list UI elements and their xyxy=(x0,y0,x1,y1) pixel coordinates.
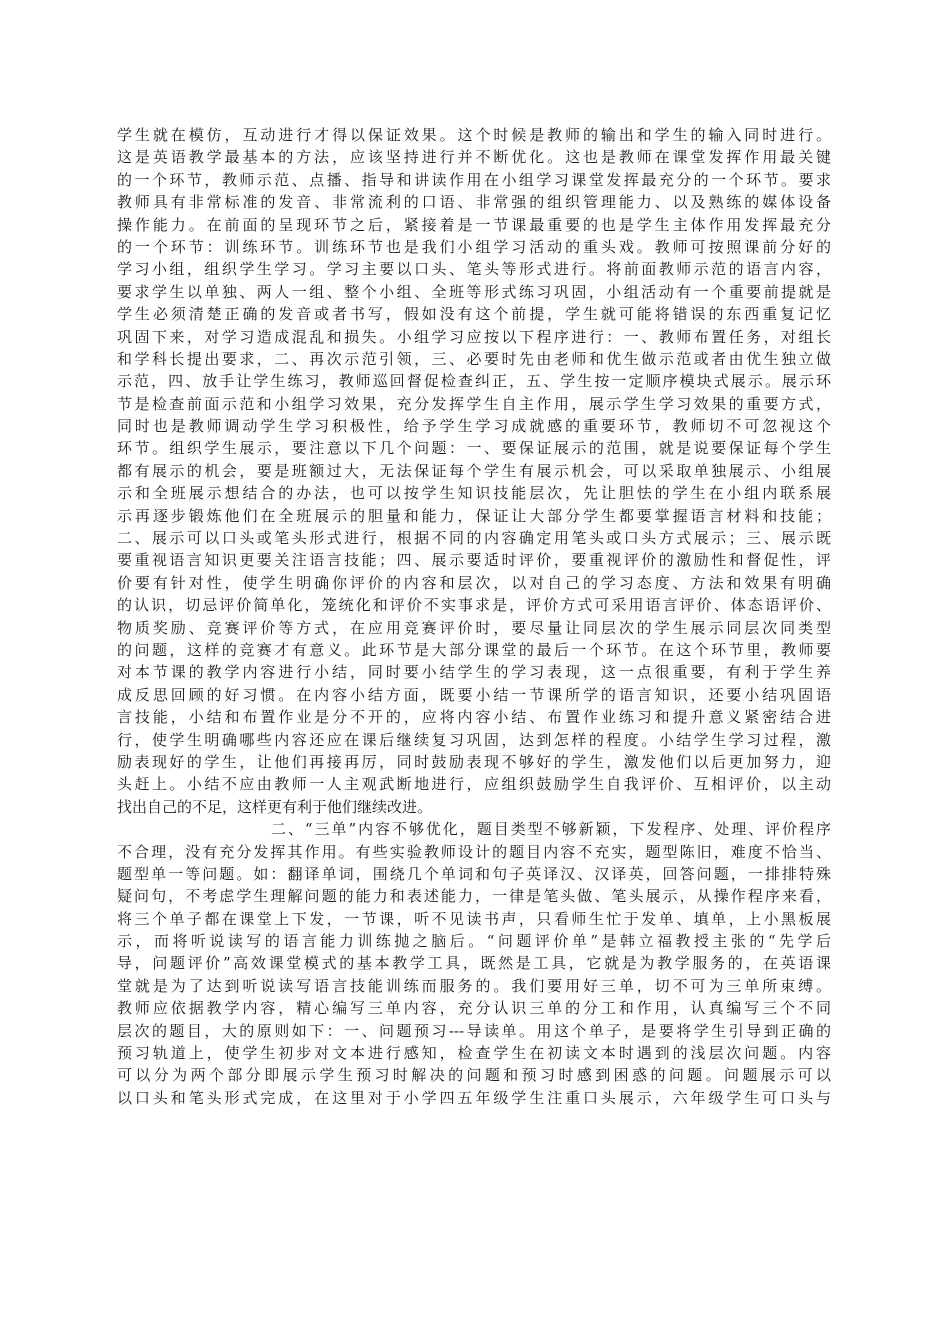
text-line: 这是英语教学最基本的方法，应该坚持进行并不断优化。这也是教师在课堂发挥作用最关键 xyxy=(117,148,831,167)
text-line: 的一个环节：训练环节。训练环节也是我们小组学习活动的重头戏。教师可按照课前分好的 xyxy=(117,237,831,256)
document-body xyxy=(117,124,831,1109)
text-line: 堂就是为了达到听说读写语言技能训练而服务的。我们要用好三单，切不可为三单所束缚。 xyxy=(117,976,831,995)
text-line: 的问题，这样的竞赛才有意义。此环节是大部分课堂的最后一个环节。在这个环节里，教师要 xyxy=(117,640,831,659)
text-line: 头赶上。小结不应由教师一人主观武断地进行，应组织鼓励学生自我评价、互相评价，以主动 xyxy=(117,775,831,794)
text-line: 成反思回顾的好习惯。在内容小结方面，既要小结一节课所学的语言知识，还要小结巩固语 xyxy=(117,685,831,704)
text-line: 价要有针对性，使学生明确你评价的内容和层次，以对自己的学习态度、方法和效果有明确 xyxy=(117,573,831,592)
text-line: 将三个单子都在课堂上下发，一节课，听不见读书声，只看师生忙于发单、填单，上小黑板展 xyxy=(117,909,831,928)
text-line: 示和全班展示想结合的办法，也可以按学生知识技能层次，先让胆怯的学生在小组内联系展 xyxy=(117,484,831,503)
text-line: 环节。组织学生展示，要注意以下几个问题：一、要保证展示的范围，就是说要保证每个学生 xyxy=(117,439,831,458)
text-line: 要重视语言知识更要关注语言技能；四、展示要适时评价，要重视评价的激励性和督促性，评 xyxy=(117,551,831,570)
text-line: 都有展示的机会，要是班额过大，无法保证每个学生有展示机会，可以采取单独展示、小组展 xyxy=(117,461,831,480)
text-line: 示，而将听说读写的语言能力训练抛之脑后。“问题评价单”是韩立福教授主张的“先学后 xyxy=(117,932,831,951)
text-line: 操作能力。在前面的呈现环节之后，紧接着是一节课最重要的也是学生主体作用发挥最充分 xyxy=(117,215,831,234)
text-line: 教师应依据教学内容，精心编写三单内容，充分认识三单的分工和作用，认真编写三个不同 xyxy=(117,999,831,1018)
text-line: 预习轨道上，使学生初步对文本进行感知，检查学生在初读文本时遇到的浅层次问题。内容 xyxy=(117,1044,831,1063)
text-line: 示范，四、放手让学生练习，教师巡回督促检查纠正，五、学生按一定顺序模块式展示。展示环 xyxy=(117,372,831,391)
text-line: 物质奖励、竞赛评价等方式，在应用竞赛评价时，要尽量让同层次的学生展示同层次同类型 xyxy=(117,618,831,637)
text-line: 题型单一等问题。如：翻译单词，围绕几个单词和句子英译汉、汉译英，回答问题，一排排特殊 xyxy=(117,864,831,883)
text-line: 二、展示可以口头或笔头形式进行，根据不同的内容确定用笔头或口头方式展示；三、展示既 xyxy=(117,529,831,548)
text-line: 要求学生以单独、两人一组、整个小组、全班等形式练习巩固，小组活动有一个重要前提就是 xyxy=(117,282,831,301)
text-line: 可以分为两个部分即展示学生预习时解决的问题和预习时感到困惑的问题。问题展示可以 xyxy=(117,1066,831,1085)
text-line: 言技能，小结和布置作业是分不开的，应将内容小结、布置作业练习和提升意义紧密结合进 xyxy=(117,708,831,727)
text-line: 和学科长提出要求，二、再次示范引领，三、必要时先由老师和优生做示范或者由优生独立做 xyxy=(117,349,831,368)
text-line: 的认识，切忌评价简单化，笼统化和评价不实事求是，评价方式可采用语言评价、体态语评价、 xyxy=(117,596,831,615)
text-line: 导，问题评价”高效课堂模式的基本教学工具，既然是工具，它就是为教学服务的，在英语课 xyxy=(117,954,831,973)
paragraph-end-line: 找出自己的不足，这样更有利于他们继续改进。 xyxy=(117,797,433,816)
text-line: 以口头和笔头形式完成，在这里对于小学四五年级学生注重口头展示，六年级学生可口头与 xyxy=(117,1088,831,1107)
text-line: 行，使学生明确哪些内容还应在课后继续复习巩固，达到怎样的程度。小结学生学习过程，激 xyxy=(117,730,831,749)
text-line: 示再逐步锻炼他们在全班展示的胆量和能力，保证让大部分学生都要掌握语言材料和技能； xyxy=(117,506,831,525)
text-line: 层次的题目，大的原则如下：一、问题预习---导读单。用这个单子，是要将学生引导到正确的 xyxy=(117,1021,831,1040)
text-line: 疑问句，不考虑学生理解问题的能力和表述能力，一律是笔头做、笔头展示，从操作程序来看， xyxy=(117,887,831,906)
section-heading-line: 二、“三单”内容不够优化，题目类型不够新颖，下发程序、处理、评价程序 xyxy=(271,820,831,839)
text-line: 的一个环节，教师示范、点播、指导和讲读作用在小组学习课堂发挥最充分的一个环节。要求 xyxy=(117,170,831,189)
text-line: 教师具有非常标准的发音、非常流利的口语、非常强的组织管理能力、以及熟练的媒体设备 xyxy=(117,193,831,212)
text-line: 学习小组，组织学生学习。学习主要以口头、笔头等形式进行。将前面教师示范的语言内容， xyxy=(117,260,831,279)
text-line: 学生就在模仿，互动进行才得以保证效果。这个时候是教师的输出和学生的输入同时进行。 xyxy=(117,126,831,144)
text-line: 同时也是教师调动学生学习积极性，给予学生学习成就感的重要环节，教师切不可忽视这个 xyxy=(117,417,831,436)
text-line: 不合理，没有充分发挥其作用。有些实验教师设计的题目内容不充实，题型陈旧，难度不恰当、 xyxy=(117,842,831,861)
text-line: 励表现好的学生，让他们再接再厉，同时鼓励表现不够好的学生，激发他们以后更加努力，迎 xyxy=(117,752,831,771)
text-line: 节是检查前面示范和小组学习效果，充分发挥学生自主作用，展示学生学习效果的重要方式， xyxy=(117,394,831,413)
text-line: 巩固下来，对学习造成混乱和损失。小组学习应按以下程序进行：一、教师布置任务，对组长 xyxy=(117,327,831,346)
text-line: 对本节课的教学内容进行小结，同时要小结学生的学习表现，这一点很重要，有利于学生养 xyxy=(117,663,831,682)
text-line: 学生必须清楚正确的发音或者书写，假如没有这个前提，学生就可能将错误的东西重复记忆 xyxy=(117,305,831,324)
